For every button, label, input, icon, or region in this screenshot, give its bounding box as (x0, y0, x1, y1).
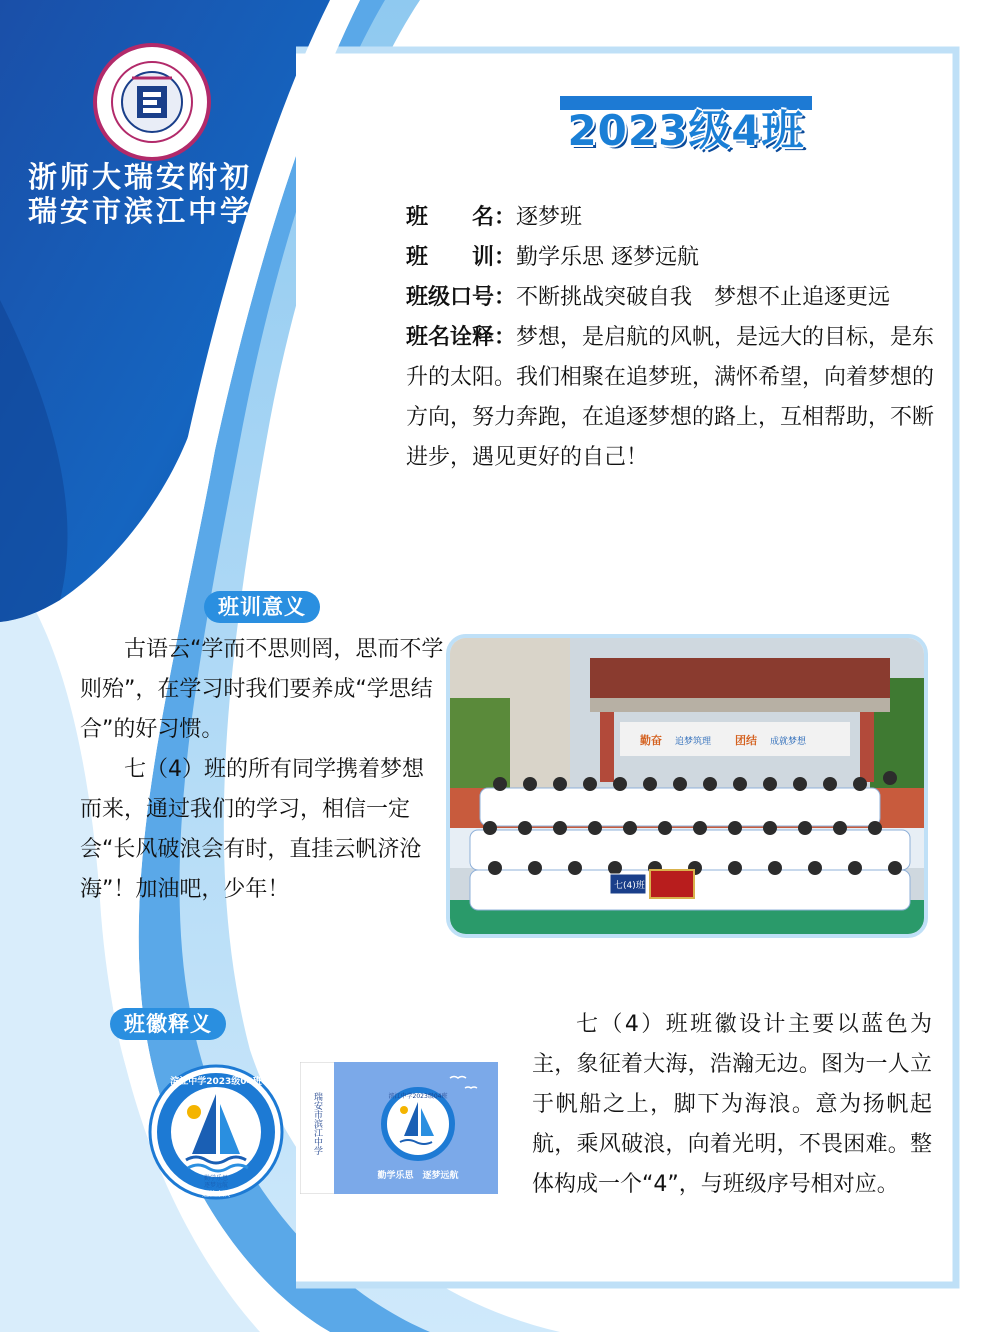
banner-left: 勤奋 (640, 734, 662, 747)
emblem-card-graphic (300, 1062, 498, 1194)
motto-meaning-p2: 七（4）班的所有同学携着梦想而来，通过我们的学习，相信一定会“长风破浪会有时，直挂云帆济沧海”！加油吧，少年！ (80, 757, 424, 902)
emblem-bottom-text: 逐梦中队 (202, 1190, 230, 1198)
banner-end: 成就梦想 (770, 737, 807, 747)
emblem-inner-text1: 勤学乐思 (203, 1175, 229, 1182)
card-slogan: 勤学乐思 逐梦远航 (377, 1171, 459, 1181)
emblem-meaning-text (532, 1005, 932, 1205)
class-motto-row (406, 238, 936, 278)
emblem-meaning-badge: 班徽释义 (110, 1008, 226, 1040)
class-title: 2023级4班 (567, 106, 805, 155)
motto-meaning-badge: 班训意义 (204, 591, 320, 623)
class-meaning-row (406, 318, 936, 478)
card-ring-text: 滨江中学2023级04班 (388, 1093, 448, 1100)
class-name-value: 逐梦班 (516, 205, 583, 230)
school-name (28, 160, 252, 228)
banner-right: 团结 (735, 734, 757, 747)
class-photo-illustration (450, 638, 924, 934)
class-slogan-label: 班级口号： (406, 285, 517, 310)
emblem-ring-text: 滨江中学2023级04班 (170, 1077, 262, 1087)
class-title-banner (560, 96, 812, 155)
class-name-row (406, 198, 936, 238)
motto-meaning-p1: 古语云“学而不思则罔，思而不学则殆”，在学习时我们要养成“学思结合”的好习惯。 (80, 637, 444, 742)
class-emblem-graphic (148, 1064, 284, 1200)
class-meaning-value: 梦想，是启航的风帆，是远大的目标，是东升的太阳。我们相聚在追梦班，满怀希望，向着梦想的方向，努力奔跑，在追逐梦想的路上，互相帮助，不断进步，遇见更好的自己！ (406, 325, 935, 470)
school-name-line2: 瑞安市滨江中学 (28, 194, 253, 228)
emblem-meaning-p1: 七（4）班班徽设计主要以蓝色为主，象征着大海，浩瀚无边。图为一人立于帆船之上，脚下为海浪。意为扬帆起航，乘风破浪，向着光明，不畏困难。整体构成一个“4”，与班级序号相对应。 (532, 1012, 932, 1197)
class-sign: 七(4)班 (614, 881, 645, 891)
class-motto-label: 班 训： (406, 245, 517, 270)
class-emblem (148, 1064, 284, 1200)
class-slogan-value: 不断挑战突破自我 梦想不止追逐更远 (516, 285, 891, 310)
class-name-label: 班 名： (406, 205, 517, 230)
emblem-inner-text2: 逐梦远航 (203, 1182, 229, 1189)
emblem-card (300, 1062, 498, 1194)
motto-meaning-text (80, 630, 445, 910)
class-info (406, 198, 936, 478)
class-photo (446, 634, 928, 938)
class-motto-value: 勤学乐思 逐梦远航 (516, 245, 700, 270)
card-side-text: 瑞安市滨江中学 (312, 1092, 322, 1155)
school-logo (92, 42, 212, 162)
class-meaning-label: 班名诠释： (406, 325, 517, 350)
class-slogan-row (406, 278, 936, 318)
banner-mid: 追梦筑理 (675, 737, 712, 747)
school-name-line1: 浙师大瑞安附初 (28, 160, 253, 194)
